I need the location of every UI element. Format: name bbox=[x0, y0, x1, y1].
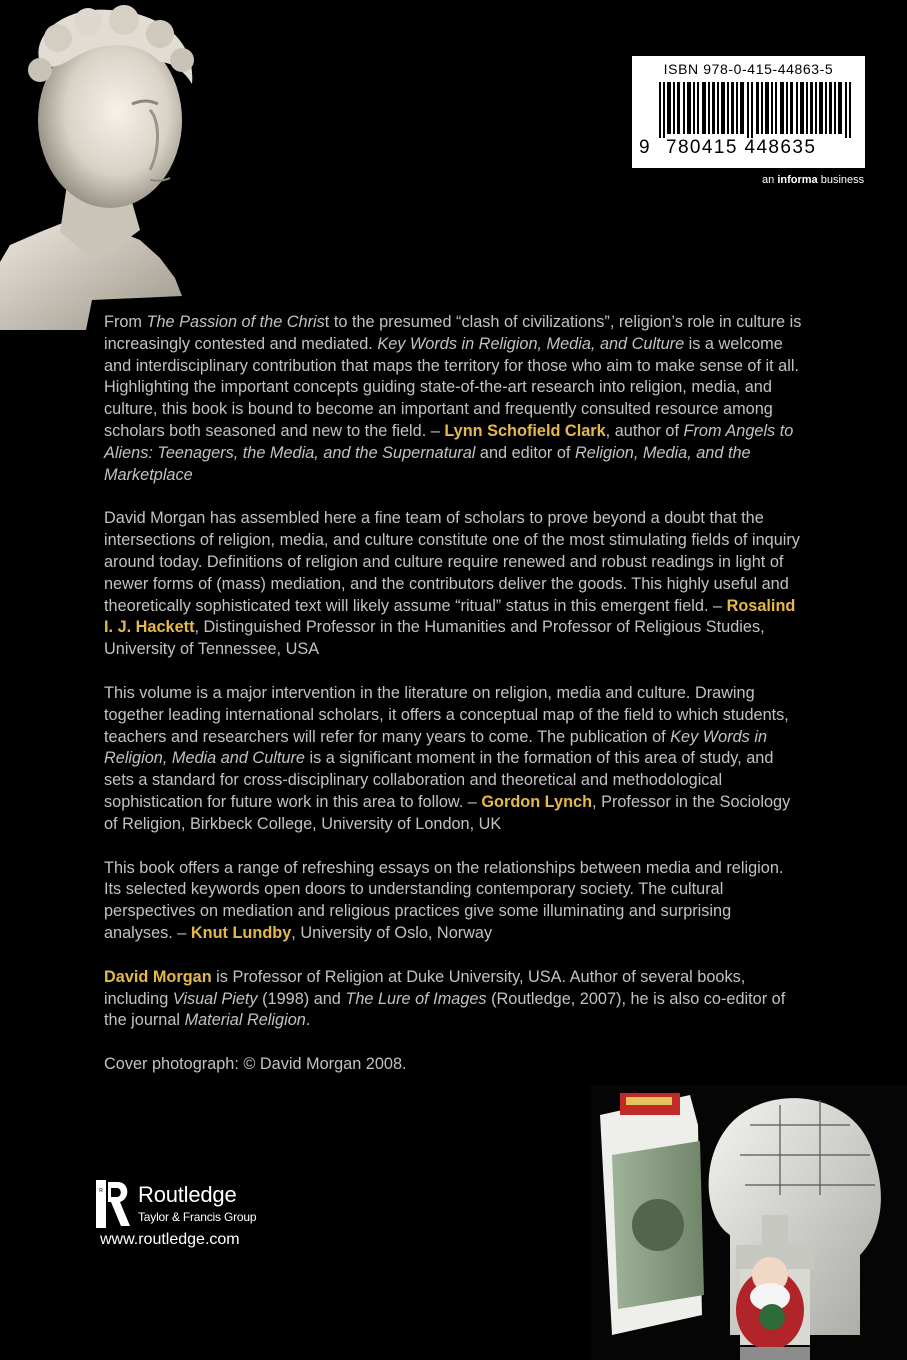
book-title: Material Religion bbox=[184, 1011, 306, 1030]
blurb-paragraph bbox=[104, 508, 804, 661]
logo-group: Taylor & Francis Group bbox=[138, 1210, 257, 1224]
text-run: (1998) and bbox=[257, 989, 346, 1008]
routledge-logo bbox=[96, 1180, 296, 1228]
book-title: Visual Piety bbox=[172, 989, 258, 1008]
book-title: From Angels to Aliens: Teenagers, the Media, and the Supernatural bbox=[104, 421, 794, 462]
photo-credit: Cover photograph: © David Morgan 2008. bbox=[104, 1055, 407, 1074]
text-run: , Distinguished Professor in the Humanities and Professor of Religious Studies, University of Tennessee, USA bbox=[104, 618, 765, 659]
author-bio-paragraph bbox=[104, 967, 804, 1032]
reviewer-name: Rosalind I. J. Hackett bbox=[104, 596, 796, 637]
blurb-paragraph bbox=[104, 683, 804, 836]
david-bust-photo bbox=[0, 0, 210, 330]
text-run: t to the presumed “clash of civilizations”, religion’s role in culture is increasingly contested and mediated. bbox=[104, 313, 802, 353]
blurb-paragraph bbox=[104, 312, 804, 486]
barcode-icon bbox=[659, 82, 855, 138]
text-run: , Professor in the Sociology of Religion, Birkbeck College, University of London, UK bbox=[104, 792, 791, 833]
ean-first-digit: 9 bbox=[639, 137, 650, 158]
logo-name: Routledge bbox=[138, 1182, 237, 1207]
informa-prefix: an bbox=[762, 174, 775, 186]
text-run: , University of Oslo, Norway bbox=[291, 923, 493, 942]
isbn-barcode-box bbox=[632, 56, 865, 168]
text-run: (Routledge, 2007), he is also co-editor of the journal bbox=[104, 989, 786, 1030]
website-url: www.routledge.com bbox=[100, 1231, 240, 1248]
phrenology-head-photo bbox=[590, 1085, 907, 1360]
informa-brand: informa bbox=[777, 174, 818, 186]
text-run: From bbox=[104, 313, 147, 331]
text-run: This book offers a range of refreshing essays on the relationships between media and religion. Its selected keywords open doors to understanding contemporary society. The cultural perspectives on mediation and religious practices give some illuminating and surprising analyses. – bbox=[104, 858, 784, 942]
book-title: The Passion of the Chris bbox=[146, 313, 325, 331]
reviewer-name: Gordon Lynch bbox=[481, 792, 593, 811]
book-title: Religion, Media, and the Marketplace bbox=[104, 443, 751, 484]
text-run: David Morgan has assembled here a fine team of scholars to prove beyond a doubt that the intersections of religion, media, and culture constitute one of the most stimulating fields of inquiry around today. Definitions of religion and culture require renewed and robust readings in light of newer forms of (mass) mediation, and the contributors deliver the goods. This highly useful and theoretically sophisticated text will likely assume “ritual” status in this emergent field. – bbox=[104, 509, 800, 615]
text-run: and editor of bbox=[475, 443, 575, 462]
text-run: is a significant moment in the formation of this area of study, and sets a standard for cross-disciplinary collaboration and theoretical and methodological sophistication for future work in this area to follow. – bbox=[104, 749, 774, 811]
ean-digits: 780415 448635 bbox=[666, 137, 817, 158]
informa-business-tag bbox=[762, 174, 864, 186]
book-title: The Lure of Images bbox=[345, 989, 487, 1008]
book-title: Key Words in Religion, Media, and Culture bbox=[377, 334, 685, 353]
blurb-paragraph bbox=[104, 858, 804, 945]
svg-text:R: R bbox=[99, 1188, 103, 1194]
book-title: Key Words in Religion, Media and Culture bbox=[104, 727, 768, 768]
text-run: . bbox=[305, 1011, 311, 1030]
reviewer-name: Knut Lundby bbox=[190, 923, 292, 942]
back-cover-copy bbox=[104, 312, 804, 1098]
text-run: , author of bbox=[605, 421, 684, 440]
text-run: is a welcome and interdisciplinary contribution that maps the territory for those who aim to make sense of it all. Highlighting the important concepts guiding state-of-the-art research into religion, media, and culture, this book is bound to become an important and frequently consulted resource among scholars both seasoned and new to the field. – bbox=[104, 334, 799, 440]
reviewer-name: Lynn Schofield Clark bbox=[444, 421, 606, 440]
reviewer-name: David Morgan bbox=[104, 967, 212, 986]
isbn-label: ISBN 978-0-415-44863-5 bbox=[663, 61, 834, 77]
text-run: This volume is a major intervention in the literature on religion, media and culture. Drawing together leading international scholars, it offers a conceptual map of the field to which students, teachers and researchers will refer for many years to come. The publication of bbox=[104, 683, 789, 746]
routledge-r-icon bbox=[96, 1180, 132, 1228]
informa-suffix: business bbox=[820, 174, 865, 186]
text-run: is Professor of Religion at Duke University, USA. Author of several books, including bbox=[104, 967, 746, 1008]
